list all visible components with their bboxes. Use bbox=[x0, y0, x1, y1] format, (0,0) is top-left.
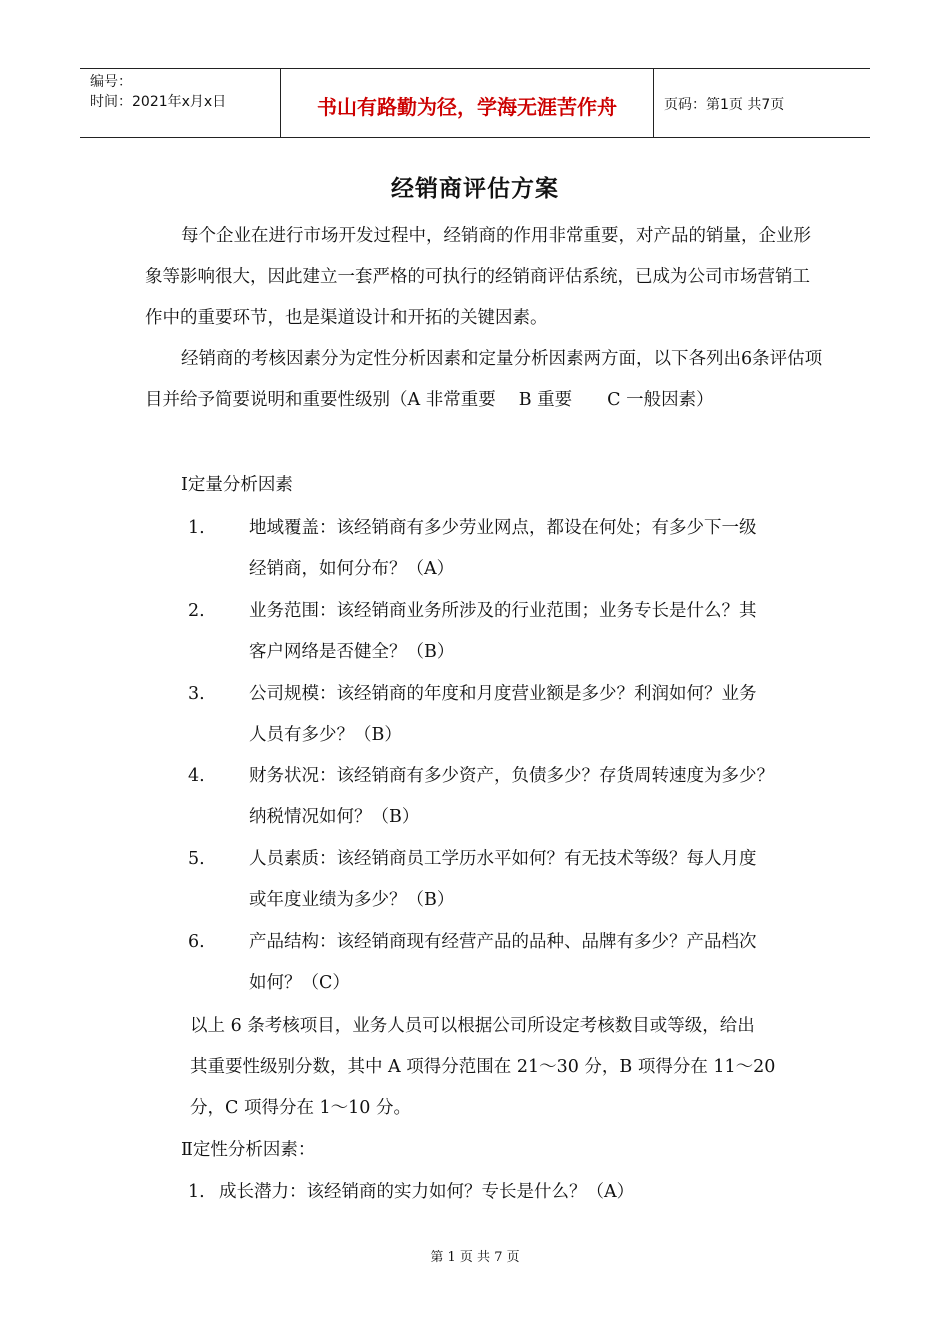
summary-line-1: 以上 6 条考核项目，业务人员可以根据公司所设定考核数目或等级，给出 bbox=[190, 1016, 755, 1036]
list-item-number: 4. bbox=[188, 766, 205, 786]
document-number-label: 编号： bbox=[90, 74, 132, 90]
list-item-number: 2. bbox=[188, 601, 205, 621]
list-item-text-line1: 人员素质：该经销商员工学历水平如何？有无技术等级？每人月度 bbox=[249, 849, 757, 869]
section-heading-qualitative: Ⅱ定性分析因素： bbox=[181, 1140, 316, 1160]
list-item-text-line1: 财务状况：该经销商有多少资产，负债多少？存货周转速度为多少？ bbox=[249, 766, 774, 786]
intro-paragraph-2: 经销商的考核因素分为定性分析因素和定量分析因素两方面，以下各列出6条评估项目并给予简要说明和重要性级别（A 非常重要 B 重要 C 一般因素） bbox=[145, 349, 823, 410]
list-item-text-line1: 公司规模：该经销商的年度和月度营业额是多少？利润如何？业务 bbox=[249, 684, 757, 704]
list-item-number: 1. bbox=[188, 518, 205, 538]
list-item-number: 3. bbox=[188, 684, 205, 704]
list-item-text: 成长潜力：该经销商的实力如何？专长是什么？（A） bbox=[219, 1182, 635, 1202]
list-item-number: 1. bbox=[188, 1182, 205, 1202]
header-page-label: 页码：第1页 共7页 bbox=[664, 97, 785, 113]
list-item-text-line2: 客户网络是否健全？（B） bbox=[249, 642, 455, 662]
intro-paragraph-1: 每个企业在进行市场开发过程中，经销商的作用非常重要，对产品的销量，企业形象等影响很大，因此建立一套严格的可执行的经销商评估系统，已成为公司市场营销工作中的重要环节，也是渠道设计和开拓的关键因素。 bbox=[145, 226, 811, 328]
summary-line-3: 分，C 项得分在 1～10 分。 bbox=[190, 1098, 411, 1118]
section-heading-quantitative: Ⅰ定量分析因素 bbox=[181, 475, 293, 495]
list-item-text-line2: 纳税情况如何？（B） bbox=[249, 807, 420, 827]
list-item-text-line2: 如何？（C） bbox=[249, 973, 350, 993]
list-item-number: 6. bbox=[188, 932, 205, 952]
list-item-text-line1: 业务范围：该经销商业务所涉及的行业范围；业务专长是什么？其 bbox=[249, 601, 757, 621]
list-item-text-line1: 产品结构：该经销商现有经营产品的品种、品牌有多少？产品档次 bbox=[249, 932, 757, 952]
document-time-label: 时间：2021年x月x日 bbox=[90, 94, 227, 110]
page-header bbox=[80, 68, 870, 138]
page-footer: 第 1 页 共 7 页 bbox=[430, 1250, 520, 1265]
list-item-text-line1: 地域覆盖：该经销商有多少劳业网点，都设在何处；有多少下一级 bbox=[249, 518, 757, 538]
list-item-text-line2: 人员有多少？（B） bbox=[249, 725, 402, 745]
list-item-text-line2: 或年度业绩为多少？（B） bbox=[249, 890, 455, 910]
list-item-number: 5. bbox=[188, 849, 205, 869]
summary-line-2: 其重要性级别分数，其中 A 项得分范围在 21～30 分，B 项得分在 11～20 bbox=[190, 1057, 776, 1077]
list-item-text-line2: 经销商，如何分布？（A） bbox=[249, 559, 455, 579]
header-meta bbox=[80, 69, 281, 137]
document-title: 经销商评估方案 bbox=[391, 176, 559, 202]
header-motto: 书山有路勤为径，学海无涯苦作舟 bbox=[281, 69, 654, 137]
